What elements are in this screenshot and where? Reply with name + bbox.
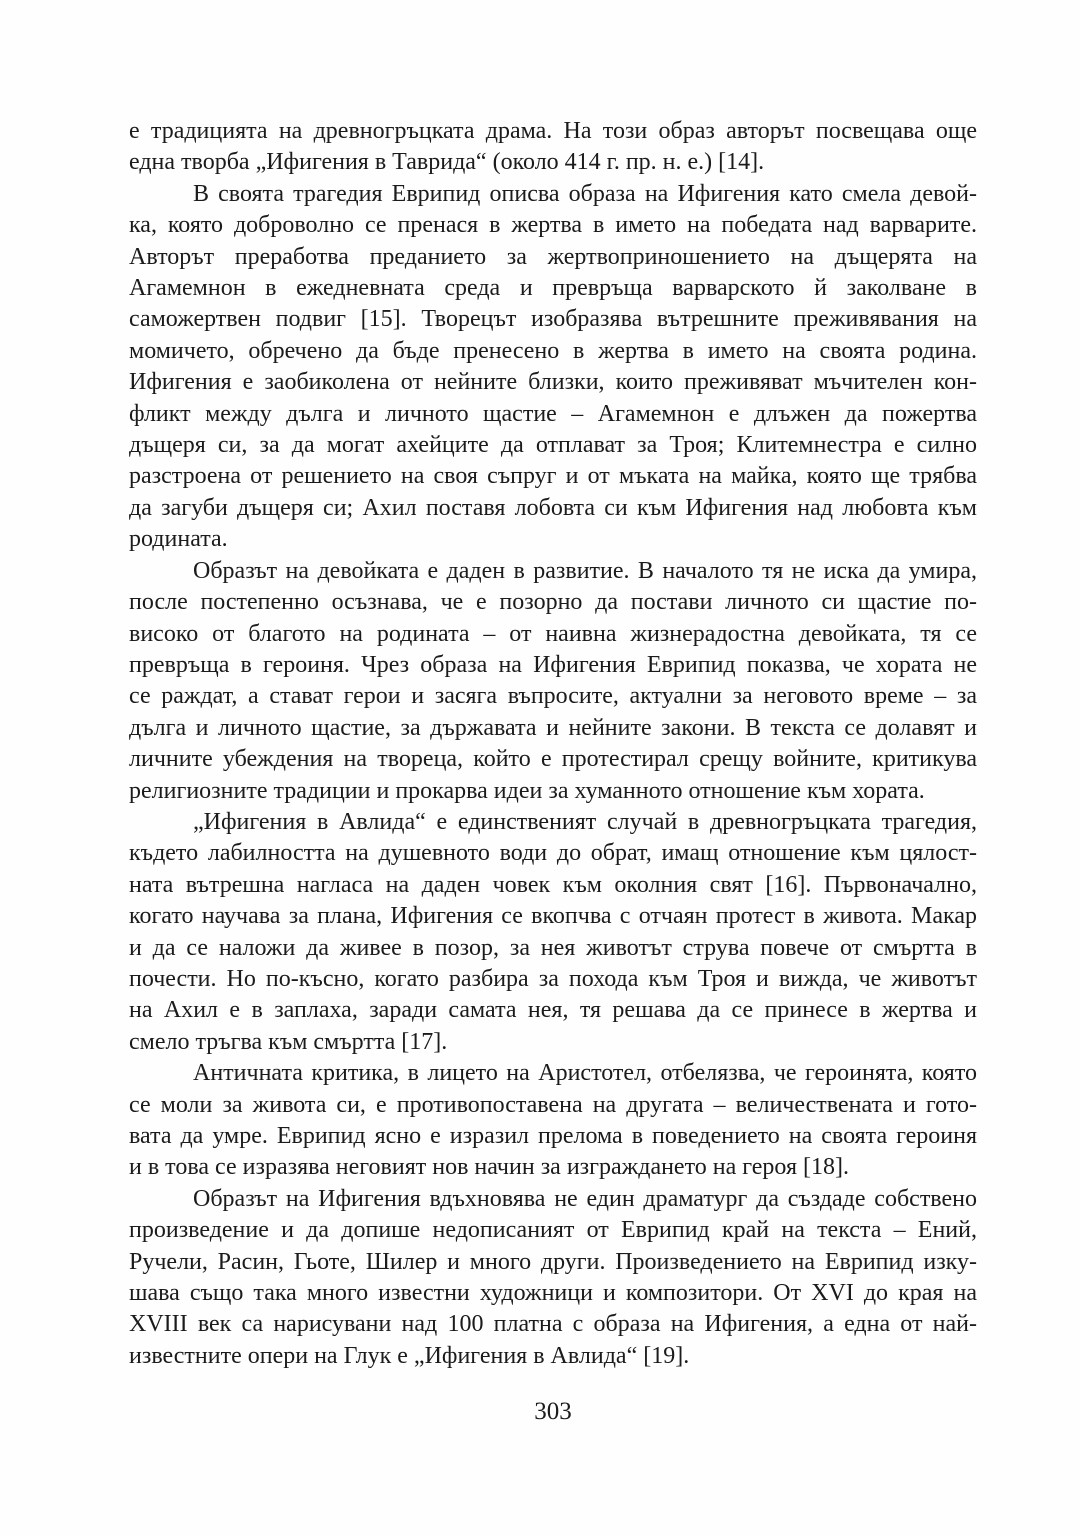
text-line: шава също така много известни художници и композитори. От XVI до края на	[129, 1280, 977, 1307]
text-line: почести. Но по-късно, когато разбира за похода към Троя и вижда, че животът	[129, 965, 977, 992]
text-line: където лабилността на душевното води до обрат, имащ отношение към цялост-	[129, 840, 977, 867]
text-line: Ручели, Расин, Гьоте, Шилер и много други. Произведението на Еврипид изку-	[129, 1248, 977, 1275]
text-line: високо от благото на родината – от наивна жизнерадостна девойката, тя се	[129, 620, 977, 647]
text-line: и в това се изразява неговият нов начин за изграждането на героя [18].	[129, 1154, 849, 1181]
text-line: превръща в героиня. Чрез образа на Ифигения Еврипид показва, че хората не	[129, 651, 977, 678]
text-line: на Ахил е в заплаха, заради самата нея, тя решава да се принесе в жертва и	[129, 997, 977, 1024]
text-line: ната вътрешна нагласа на даден човек към околния свят [16]. Първоначално,	[129, 871, 977, 898]
text-line: е традицията на древногръцката драма. На този образ авторът посвещава още	[129, 118, 977, 144]
text-line: Образът на девойката е даден в развитие. В началото тя не иска да умира,	[193, 557, 977, 584]
text-line: религиозните традиции и прокарва идеи за хуманното отношение към хората.	[129, 777, 925, 804]
text-line: дълга и личното щастие, за държавата и нейните закони. В текста се долавят и	[129, 714, 977, 741]
text-line: „Ифигения в Авлида“ е единственият случай в древногръцката трагедия,	[193, 808, 977, 835]
text-line: когато научава за плана, Ифигения се вкопчва с отчаян протест в живота. Макар	[129, 903, 977, 930]
text-line: разстроена от решението на своя съпруг и от мъката на майка, която ще трябва	[129, 463, 977, 490]
text-line: и да се наложи да живее в позор, за нея животът струва повече от смъртта в	[129, 934, 977, 961]
text-line: се моли за живота си, е противопоставена на другата – величествената и гото-	[129, 1091, 977, 1118]
text-line: Ифигения е заобиколена от нейните близки, които преживяват мъчителен кон-	[129, 369, 977, 396]
text-line: момичето, обречено да бъде пренесено в жертва в името на своята родина.	[129, 337, 977, 364]
text-line: произведение и да допише недописаният от Еврипид край на текста – Ений,	[129, 1217, 977, 1244]
page-number: 303	[534, 1398, 572, 1425]
text-line: личните убеждения на твореца, който е протестирал срещу войните, критикува	[129, 746, 977, 773]
text-line: смело тръгва към смъртта [17].	[129, 1028, 448, 1055]
text-line: Образът на Ифигения вдъхновява не един драматург да създаде собствено	[193, 1185, 977, 1212]
text-line: да загуби дъщеря си; Ахил поставя лобовта си към Ифигения над любовта към	[129, 494, 977, 521]
text-line: Авторът преработва преданието за жертвоприношението на дъщерята на	[129, 243, 977, 270]
text-line: ка, която доброволно се пренася в жертва в името на победата над варварите.	[129, 212, 977, 239]
text-line: Античната критика, в лицето на Аристотел, отбелязва, че героинята, която	[193, 1060, 977, 1087]
text-line: фликт между дълга и личното щастие – Агамемнон е длъжен да пожертва	[129, 400, 977, 427]
text-block	[129, 116, 977, 1372]
text-line: Агамемнон в ежедневната среда и превръща варварското й заколване в	[129, 275, 977, 302]
text-line: се раждат, а стават герои и засяга въпросите, актуални за неговото време – за	[129, 683, 977, 710]
text-line: после постепенно осъзнава, че е позорно да постави личното си щастие по-	[129, 589, 977, 616]
text-line: саможертвен подвиг [15]. Творецът изобразява вътрешните преживявания на	[129, 306, 977, 333]
text-line: XVIII век са нарисувани над 100 платна с образа на Ифигения, а една от най-	[129, 1311, 977, 1338]
text-line: родината.	[129, 526, 228, 553]
text-line: дъщеря си, за да могат ахейците да отплават за Троя; Клитемнестра е силно	[129, 432, 977, 459]
text-line: една творба „Ифигения в Таврида“ (около 414 г. пр. н. е.) [14].	[129, 149, 765, 176]
text-line: вата да умре. Еврипид ясно е изразил прелома в поведението на своята героиня	[129, 1123, 977, 1149]
text-line: известните опери на Глук е „Ифигения в Авлида“ [19].	[129, 1342, 690, 1369]
text-line: В своята трагедия Еврипид описва образа на Ифигения като смела девой-	[193, 180, 977, 207]
